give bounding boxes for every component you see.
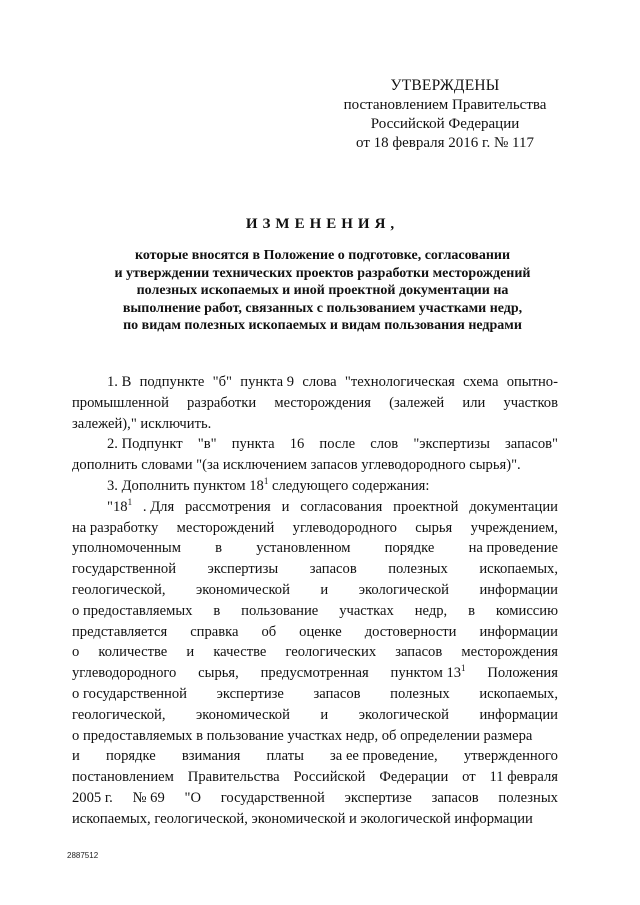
- body-line: [72, 393, 558, 414]
- document-body: [72, 372, 558, 830]
- word: пункта 9: [240, 374, 295, 390]
- text-run: 3. Дополнить пунктом 18: [107, 477, 264, 494]
- word: документации: [469, 498, 558, 515]
- word: экологической: [358, 581, 449, 598]
- word: 2. Подпункт: [107, 436, 183, 453]
- word: запасов: [431, 789, 479, 806]
- word: месторождения: [461, 644, 558, 661]
- word: 2005 г.: [72, 789, 113, 806]
- body-line: [72, 663, 558, 684]
- body-line: [72, 434, 558, 455]
- word: подпункте: [139, 374, 205, 390]
- word: "технологическая: [344, 374, 455, 390]
- word: Федерации: [379, 769, 449, 786]
- word: комиссию: [495, 602, 558, 619]
- subtitle-line: и утверждении технических проектов разработки месторождений: [114, 265, 531, 281]
- word: и: [72, 748, 80, 765]
- word: или: [462, 394, 486, 411]
- word: порядке: [384, 540, 435, 557]
- superscript: 1: [263, 475, 269, 486]
- body-line: [72, 497, 558, 518]
- word: на разработку: [72, 519, 159, 536]
- word: слова: [302, 374, 337, 390]
- word: проектной: [393, 498, 459, 515]
- word: справка: [190, 623, 239, 640]
- word: полезных: [390, 685, 450, 702]
- word: экономической: [196, 581, 290, 598]
- body-line: [72, 767, 558, 788]
- word: запасов": [505, 436, 558, 453]
- word: государственной: [72, 561, 177, 578]
- word: в: [213, 602, 221, 619]
- word: представляется: [72, 623, 168, 640]
- word: информации: [479, 581, 558, 598]
- word: пользование: [241, 602, 319, 619]
- word: о предоставляемых: [72, 602, 193, 619]
- approval-line: от 18 февраля 2016 г. № 117: [356, 135, 534, 151]
- subtitle-line: которые вносятся в Положение о подготовке, согласовании: [134, 248, 511, 263]
- word: участках: [339, 602, 394, 619]
- word: 11 февраля: [489, 769, 558, 786]
- word: 16: [289, 436, 305, 453]
- word: экспертизы: [207, 561, 279, 578]
- word: месторождений: [176, 519, 275, 536]
- word: "О: [184, 789, 202, 806]
- word: схема: [463, 374, 499, 390]
- word: сырья,: [198, 665, 239, 682]
- body-line: [72, 746, 558, 767]
- word: количестве: [98, 644, 168, 661]
- body-line: [72, 538, 558, 559]
- approval-heading: УТВЕРЖДЕНЫ: [390, 77, 500, 94]
- word: согласования: [300, 498, 383, 515]
- word: об: [261, 623, 277, 640]
- body-line: [72, 809, 558, 830]
- document-subtitle: [70, 247, 575, 335]
- word: разработки: [187, 394, 257, 411]
- word: за ее проведение,: [330, 748, 438, 765]
- word: экспертизе: [216, 685, 284, 702]
- text-run: "18: [107, 498, 128, 515]
- word: рассмотрения: [185, 498, 271, 515]
- word: [391, 663, 466, 684]
- word: Российской: [293, 769, 366, 786]
- word: полезных: [388, 561, 448, 578]
- word: учреждением,: [470, 519, 558, 536]
- word: экспертизе: [344, 789, 412, 806]
- word: участков: [503, 394, 558, 411]
- word: постановлением: [72, 769, 174, 786]
- word: № 69: [132, 789, 165, 806]
- word: геологических: [285, 644, 377, 661]
- word: и: [281, 498, 290, 515]
- word: опытно-: [506, 374, 558, 390]
- body-line: [72, 705, 558, 726]
- word: Положения: [487, 665, 558, 682]
- word: экологической: [358, 706, 449, 723]
- body-line: [72, 601, 558, 622]
- word: достоверности: [364, 623, 457, 640]
- word: от: [462, 769, 476, 786]
- body-line: [72, 372, 558, 393]
- body-line: [72, 580, 558, 601]
- body-line: дополнить словами "(за исключением запасов углеводородного сырья)".: [72, 457, 521, 474]
- approval-line: Российской Федерации: [370, 116, 520, 132]
- body-line: [72, 684, 558, 705]
- body-line: [72, 518, 558, 539]
- word: уполномоченным: [72, 540, 181, 557]
- body-line: [72, 726, 558, 747]
- word: запасов: [395, 644, 443, 661]
- word: слов: [370, 436, 399, 453]
- word: качестве: [213, 644, 267, 661]
- word: установленном: [256, 540, 351, 557]
- body-line: [72, 622, 558, 643]
- word: промышленной: [72, 394, 169, 411]
- word: углеводородного: [292, 519, 397, 536]
- text-run: следующего содержания:: [268, 477, 430, 494]
- body-line: [72, 642, 558, 663]
- word: о предоставляемых в пользование участках недр, об определении размера: [72, 727, 533, 744]
- superscript: 1: [127, 496, 133, 507]
- word: и: [186, 644, 195, 661]
- word: о: [72, 644, 80, 661]
- text-run: пунктом 13: [390, 665, 462, 682]
- subtitle-line: полезных ископаемых и иной проектной документации на: [136, 283, 509, 298]
- word: (залежей: [389, 394, 445, 411]
- document-code: 2887512: [67, 851, 99, 860]
- word: пункта: [231, 436, 275, 453]
- word: Правительства: [187, 769, 280, 786]
- word: геологической,: [72, 581, 166, 598]
- word: "б": [212, 374, 233, 390]
- word: на проведение: [468, 540, 558, 557]
- word: углеводородного: [72, 665, 177, 682]
- body-line: [72, 476, 558, 497]
- approval-line: постановлением Правительства: [343, 97, 547, 113]
- word: в: [468, 602, 475, 619]
- body-line: залежей)," исключить.: [72, 415, 212, 432]
- word: платы: [266, 748, 304, 765]
- word: в: [215, 540, 223, 557]
- word: ископаемых,: [479, 561, 558, 578]
- word: после: [319, 436, 356, 453]
- document-title: ИЗМЕНЕНИЯ,: [245, 216, 400, 232]
- word: и: [320, 581, 329, 598]
- superscript: 1: [461, 663, 466, 674]
- word: запасов: [313, 685, 361, 702]
- word: запасов: [309, 561, 357, 578]
- word: порядке: [105, 748, 156, 765]
- word: "в": [197, 436, 217, 453]
- word: геологической,: [72, 706, 166, 723]
- word: экономической: [196, 706, 290, 723]
- word: информации: [479, 706, 558, 723]
- body-line: [72, 559, 558, 580]
- word: [107, 497, 132, 518]
- word: ископаемых,: [479, 685, 558, 702]
- word: ископаемых, геологической, экономической и экологической информации: [72, 810, 533, 827]
- body-line: [72, 788, 558, 809]
- word: "экспертизы: [413, 436, 490, 453]
- word: предусмотренная: [260, 665, 369, 682]
- word: о государственной: [72, 685, 187, 702]
- word: сырья: [415, 519, 453, 536]
- subtitle-line: выполнение работ, связанных с пользованием участками недр,: [122, 300, 523, 316]
- word: полезных: [498, 789, 558, 806]
- word: государственной: [220, 789, 325, 806]
- word: недр,: [414, 602, 448, 619]
- word: 1. В: [107, 374, 132, 390]
- subtitle-line: по видам полезных ископаемых и видам пользования недрами: [123, 318, 522, 333]
- word: взимания: [181, 748, 241, 765]
- word: месторождения: [274, 394, 371, 411]
- word: и: [320, 706, 329, 723]
- word: утвержденного: [463, 748, 558, 765]
- approval-block: [330, 76, 560, 153]
- word: информации: [479, 623, 558, 640]
- word: оценке: [299, 623, 342, 640]
- word: . Для: [142, 498, 175, 515]
